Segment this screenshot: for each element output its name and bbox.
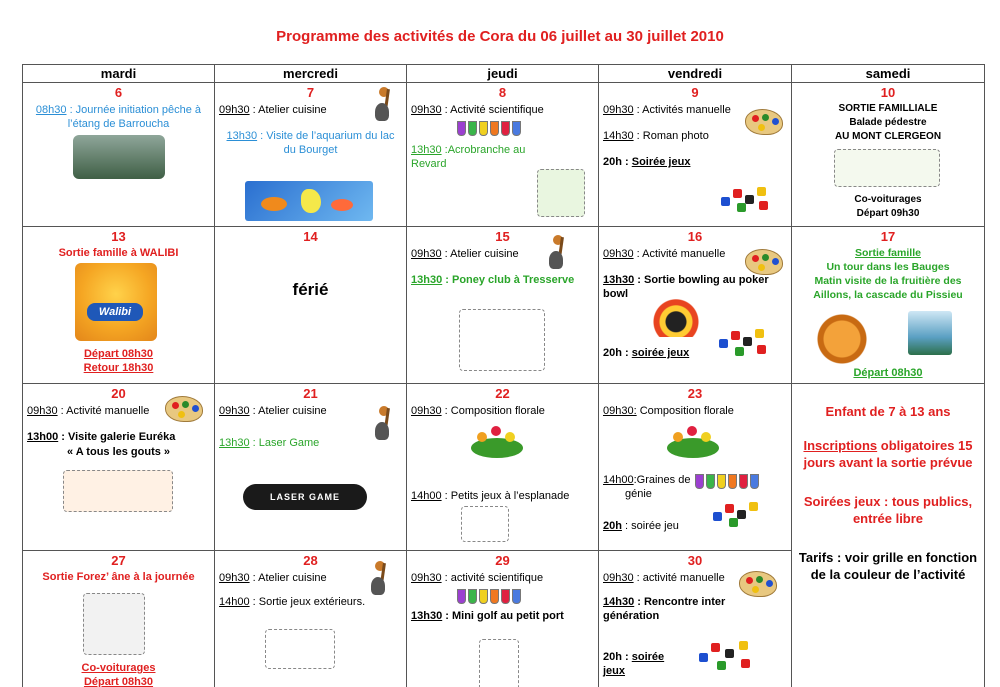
activity-manuelle: 09h30 : Activité manuelle	[27, 405, 150, 417]
test-tubes-icon	[457, 589, 594, 607]
dice-icon	[719, 185, 779, 215]
activity-florale: 09h30 : Composition florale	[411, 405, 545, 417]
activity-manuelle: 09h30 : activité manuelle	[603, 572, 725, 584]
activity-jeux-exterieurs: 14h00 : Sortie jeux extérieurs.	[219, 596, 366, 608]
mascot-image	[814, 311, 870, 367]
sortie-bauges: Sortie famille Un tour dans les Bauges Matin visite de la fruitière des Aillons, la cascade du Pissieu	[813, 247, 963, 301]
activity-bowling: 13h30 : Sortie bowling au poker bowl	[603, 274, 769, 300]
activity-eureka: 13h00 : Visite galerie Euréka	[27, 431, 176, 443]
day-13	[23, 227, 215, 384]
chef-icon	[547, 235, 569, 271]
header-jeudi: jeudi	[407, 65, 599, 83]
sortie-walibi: Sortie famille à WALIBI	[58, 247, 179, 259]
day-number: 30	[687, 553, 703, 568]
activity-florale: 09h30: Composition florale	[603, 405, 734, 417]
header-mercredi: mercredi	[215, 65, 407, 83]
waterfall-image	[908, 311, 952, 355]
hikers-image	[834, 149, 940, 187]
palette-icon	[745, 249, 783, 275]
activity-soiree-jeux: 20h : soirée jeux	[603, 347, 690, 359]
day-number: 9	[691, 85, 699, 100]
donkey-image	[83, 593, 145, 655]
mini-golf-image	[479, 639, 519, 687]
activity-soiree-jeux: 20h : Soirée jeux	[603, 156, 691, 168]
chef-icon	[373, 406, 395, 442]
day-28	[215, 551, 407, 687]
covoiturage-10: Co-voiturages Départ 09h30	[854, 194, 922, 219]
activity-manuelle: 09h30 : Activité manuelle	[603, 248, 726, 260]
activity-cuisine: 09h30 : Atelier cuisine	[219, 104, 327, 116]
soirees-jeux-note: Soirées jeux : tous publics, entrée libre	[803, 494, 973, 526]
dice-icon	[697, 637, 767, 677]
day-number: 8	[498, 85, 507, 100]
info-panel	[792, 384, 985, 687]
departure-17: Départ 08h30	[853, 367, 923, 379]
day-number: 21	[303, 386, 318, 401]
sortie-familliale: SORTIE FAMILLIALE Balade pédestre AU MONT CLERGEON	[834, 103, 942, 142]
kids-games-image	[461, 506, 509, 542]
activity-manuelle: 09h30 : Activités manuelle	[603, 104, 731, 116]
header-mardi: mardi	[23, 65, 215, 83]
day-8	[407, 83, 599, 227]
activity-poney: 13h30 : Poney club à Tresserve	[411, 274, 575, 286]
activity-cuisine: 09h30 : Atelier cuisine	[411, 248, 519, 260]
day-number: 6	[114, 85, 123, 100]
day-27	[23, 551, 215, 687]
day-30	[599, 551, 792, 687]
day-9	[599, 83, 792, 227]
day-21	[215, 384, 407, 551]
day-number: 20	[111, 386, 126, 401]
day-number: 7	[306, 85, 315, 100]
day-23	[599, 384, 792, 551]
horse-image	[459, 309, 545, 371]
departure-27: Co-voiturages Départ 08h30	[81, 662, 156, 687]
aquarium-image	[245, 181, 373, 221]
day-20	[23, 384, 215, 551]
day-number: 13	[111, 229, 126, 244]
test-tubes-icon	[457, 121, 594, 139]
activity-soiree-jeux: 20h : soirée jeux	[603, 651, 665, 677]
ferie-label: férié	[292, 280, 329, 299]
activity-petits-jeux: 14h00 : Petits jeux à l’esplanade	[411, 490, 570, 502]
activity-rencontre: 14h30 : Rencontre inter génération	[603, 596, 726, 622]
day-number: 23	[687, 386, 703, 401]
day-29	[407, 551, 599, 687]
activity-cuisine: 09h30 : Atelier cuisine	[219, 572, 327, 584]
day-7	[215, 83, 407, 227]
activity-graines-genie: 14h00:Graines de génie	[603, 474, 691, 500]
header-samedi: samedi	[792, 65, 985, 83]
flower-arrangement-icon	[467, 424, 527, 464]
activity-peche: 08h30 : Journée initiation pêche à l’étang de Barroucha	[35, 104, 202, 130]
activity-mini-golf: 13h30 : Mini golf au petit port	[411, 610, 564, 622]
day-number: 27	[111, 553, 126, 568]
outdoor-games-image	[265, 629, 335, 669]
chef-icon	[369, 561, 391, 597]
palette-icon	[745, 109, 783, 135]
day-6	[23, 83, 215, 227]
test-tubes-icon	[695, 474, 761, 492]
fishing-image	[73, 135, 165, 179]
activity-laser-game: 13h30 : Laser Game	[219, 437, 320, 449]
chef-icon	[373, 87, 395, 123]
day-14	[215, 227, 407, 384]
day-number: 28	[303, 553, 318, 568]
day-17	[792, 227, 985, 384]
day-22	[407, 384, 599, 551]
inscriptions-note: Inscriptions obligatoires 15 jours avant la sortie prévue	[803, 438, 973, 470]
dice-icon	[711, 500, 771, 530]
laser-game-logo: LASER GAME	[243, 484, 367, 510]
activity-acrobranche: 13h30 :Acrobranche au Revard	[411, 144, 526, 170]
eureka-subtitle: « A tous les gouts »	[66, 446, 171, 458]
dice-icon	[717, 325, 777, 361]
departure-13: Départ 08h30 Retour 18h30	[83, 348, 154, 374]
day-number: 16	[687, 229, 703, 244]
activity-cuisine: 09h30 : Atelier cuisine	[219, 405, 327, 417]
palette-icon	[165, 396, 203, 422]
page-title: Programme des activités de Cora du 06 juillet au 30 juillet 2010	[276, 28, 724, 45]
day-16	[599, 227, 792, 384]
day-number: 29	[495, 553, 510, 568]
day-15	[407, 227, 599, 384]
day-number: 14	[303, 229, 318, 244]
acrobranche-image	[537, 169, 585, 217]
day-number: 10	[880, 85, 896, 100]
eureka-image	[63, 470, 173, 512]
day-number: 15	[495, 229, 510, 244]
tarifs-note: Tarifs : voir grille en fonction de la couleur de l’activité	[798, 550, 978, 582]
day-10	[792, 83, 985, 227]
activity-scientifique: 09h30 : activité scientifique	[411, 572, 544, 584]
sortie-forez: Sortie Forez’ âne à la journée	[42, 571, 195, 583]
flower-arrangement-icon	[663, 424, 723, 464]
palette-icon	[739, 571, 777, 597]
activity-scientifique: 09h30 : Activité scientifique	[411, 104, 544, 116]
activity-roman-photo: 14h30 : Roman photo	[603, 130, 709, 142]
day-number: 22	[495, 386, 510, 401]
bowling-icon	[649, 299, 703, 337]
walibi-logo: Walibi	[75, 263, 157, 341]
activity-aquarium: 13h30 : Visite de l’aquarium du lac du Bourget	[226, 130, 395, 156]
activity-soiree-jeu: 20h : soirée jeu	[603, 520, 679, 532]
header-vendredi: vendredi	[599, 65, 792, 83]
activity-calendar	[22, 64, 985, 687]
day-number: 17	[880, 229, 896, 244]
age-range: Enfant de 7 à 13 ans	[825, 404, 951, 419]
